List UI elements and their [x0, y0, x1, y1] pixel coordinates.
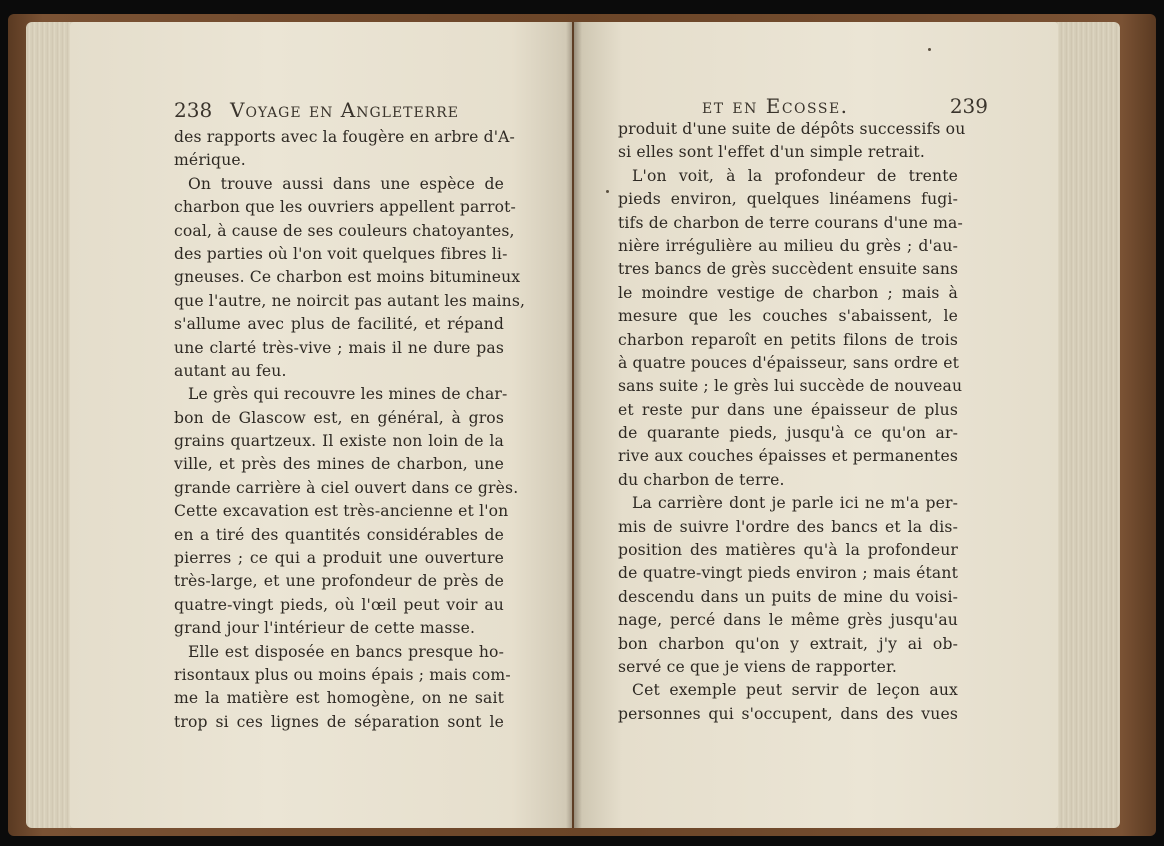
text-line: grand jour l'intérieur de cette masse.: [174, 619, 476, 638]
text-line: autant au feu.: [174, 361, 287, 380]
left-page: [70, 22, 572, 828]
right-page-number: 239: [949, 94, 988, 118]
text-line: bon charbon qu'on y extrait, j'y ai ob-: [618, 634, 958, 653]
text-line: charbon que les ouvriers appellent parrot-: [174, 198, 516, 217]
text-line: des rapports avec la fougère en arbre d'A-: [174, 128, 515, 146]
text-line: Le grès qui recouvre les mines de char-: [188, 385, 508, 404]
text-line: tres bancs de grès succèdent ensuite sans: [618, 260, 959, 279]
text-line: grains quartzeux. Il existe non loin de la: [174, 432, 504, 451]
text-line: et reste pur dans une épaisseur de plus: [618, 400, 958, 419]
text-line: sans suite ; le grès lui succède de nouveau: [618, 377, 963, 396]
text-line: bon de Glascow est, en général, à gros: [174, 408, 504, 427]
left-page-text: [174, 126, 526, 734]
text-line: en a tiré des quantités considérables de: [174, 525, 504, 544]
text-line: Cette excavation est très-ancienne et l'on: [174, 502, 509, 521]
text-line: mesure que les couches s'abaissent, le: [618, 307, 958, 326]
text-line: gneuses. Ce charbon est moins bitumineux: [174, 268, 521, 287]
left-running-title: Voyage en Angleterre: [230, 98, 460, 122]
text-line: personnes qui s'occupent, dans des vues: [618, 704, 958, 723]
text-line: Elle est disposée en bancs presque ho-: [188, 642, 504, 661]
text-line: Cet exemple peut servir de leçon aux: [632, 681, 958, 700]
book-gutter: [566, 22, 582, 828]
text-line: trop si ces lignes de séparation sont le: [174, 712, 504, 731]
text-line: rive aux couches épaisses et permanentes: [618, 447, 958, 466]
text-line: grande carrière à ciel ouvert dans ce grès.: [174, 478, 519, 497]
text-line: tifs de charbon de terre courans d'une ma-: [618, 213, 963, 232]
text-line: descendu dans un puits de mine du voisi-: [618, 587, 958, 606]
ink-spot: [606, 190, 609, 193]
text-line: nière irrégulière au milieu du grès ; d'au-: [618, 236, 958, 255]
text-line: s'allume avec plus de facilité, et répand: [174, 315, 504, 334]
text-line: si elles sont l'effet d'un simple retrait.: [618, 143, 925, 162]
text-line: pieds environ, quelques linéamens fugi-: [618, 190, 958, 209]
text-line: me la matière est homogène, on ne sait: [174, 689, 504, 708]
text-line: position des matières qu'à la profondeur: [618, 541, 958, 560]
text-line: nage, percé dans le même grès jusqu'au: [618, 611, 958, 630]
text-line: du charbon de terre.: [618, 470, 785, 489]
text-line: le moindre vestige de charbon ; mais à: [618, 283, 958, 302]
left-page-number: 238: [174, 98, 213, 122]
text-line: de quatre-vingt pieds environ ; mais étant: [618, 564, 958, 583]
text-line: des parties où l'on voit quelques fibres li-: [174, 244, 508, 263]
right-page-text: [618, 118, 966, 726]
text-line: pierres ; ce qui a produit une ouverture: [174, 549, 504, 568]
text-line: risontaux plus ou moins épais ; mais com-: [174, 665, 511, 684]
text-line: à quatre pouces d'épaisseur, sans ordre et: [618, 353, 960, 372]
text-line: produit d'une suite de dépôts successifs ou: [618, 120, 966, 138]
text-line: servé ce que je viens de rapporter.: [618, 657, 898, 676]
text-line: que l'autre, ne noircit pas autant les mains,: [174, 291, 526, 310]
text-line: coal, à cause de ses couleurs chatoyantes,: [174, 221, 515, 240]
text-line: ville, et près des mines de charbon, une: [174, 455, 504, 474]
text-line: mis de suivre l'ordre des bancs et la dis-: [618, 517, 958, 536]
text-line: quatre-vingt pieds, où l'œil peut voir au: [174, 595, 504, 614]
ink-spot: [928, 48, 931, 51]
right-running-title: et en Ecosse.: [702, 94, 849, 118]
text-line: de quarante pieds, jusqu'à ce qu'on ar-: [618, 424, 958, 443]
text-line: très-large, et une profondeur de près de: [174, 572, 504, 591]
text-line: charbon reparoît en petits filons de trois: [618, 330, 958, 349]
text-line: La carrière dont je parle ici ne m'a per-: [632, 494, 958, 513]
right-page-edges: [1050, 22, 1120, 828]
text-line: L'on voit, à la profondeur de trente: [632, 166, 958, 185]
text-line: On trouve aussi dans une espèce de: [188, 174, 504, 193]
text-line: une clarté très-vive ; mais il ne dure pas: [174, 338, 504, 357]
text-line: mérique.: [174, 151, 246, 170]
right-page: [574, 22, 1058, 828]
